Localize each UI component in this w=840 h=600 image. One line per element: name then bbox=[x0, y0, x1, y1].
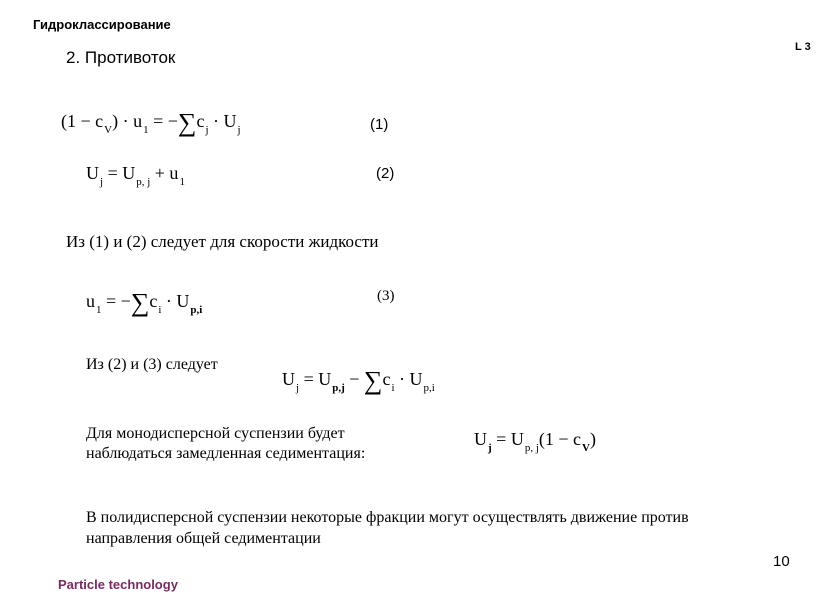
sum-symbol: ∑ bbox=[177, 108, 197, 137]
equation-number-3: (3) bbox=[377, 288, 395, 304]
eq3-part: · U bbox=[161, 291, 190, 311]
eq1-part: · U bbox=[208, 111, 237, 131]
section-title: 2. Противоток bbox=[66, 48, 176, 67]
eq4-part: · U bbox=[394, 369, 423, 389]
eq5-part: U bbox=[474, 429, 487, 449]
eq4-part: U bbox=[282, 369, 295, 389]
eq4-sub: j bbox=[296, 382, 300, 394]
eq4-part: = U bbox=[299, 369, 332, 389]
eq2-sub: p, j bbox=[136, 176, 151, 188]
equation-5 bbox=[474, 429, 596, 454]
equation-number-1: (1) bbox=[370, 116, 389, 133]
eq1-part: ) · u bbox=[112, 111, 143, 131]
eq1-sub: j bbox=[205, 124, 209, 136]
eq3-sub: i bbox=[158, 304, 162, 316]
eq5-part: = U bbox=[491, 429, 524, 449]
eq1-sub: 1 bbox=[143, 124, 149, 136]
equation-1 bbox=[61, 104, 241, 137]
equation-3 bbox=[86, 284, 203, 317]
eq1-part: = − bbox=[148, 111, 178, 131]
eq4-part: − bbox=[344, 369, 364, 389]
eq4-sub: i bbox=[391, 382, 395, 394]
sum-symbol: ∑ bbox=[130, 288, 150, 317]
eq2-sub: j bbox=[100, 176, 104, 188]
eq4-sub: p,j bbox=[332, 382, 345, 394]
derivation-text-4: В полидисперсной суспензии некоторые фракции могут осуществлять движение против направления общей седиментации bbox=[86, 509, 689, 547]
eq2-sub: 1 bbox=[179, 176, 185, 188]
eq3-part: u bbox=[86, 291, 95, 311]
eq1-part: (1 − c bbox=[61, 111, 104, 131]
equation-4 bbox=[282, 362, 435, 395]
eq2-part: = U bbox=[103, 163, 136, 183]
eq2-part: + u bbox=[150, 163, 179, 183]
page-number: 10 bbox=[773, 553, 790, 570]
eq3-part: = − bbox=[101, 291, 131, 311]
header-title: Гидроклассирование bbox=[33, 17, 171, 32]
eq1-part: c bbox=[196, 111, 205, 131]
eq3-part: c bbox=[149, 291, 158, 311]
eq5-part: (1 − c bbox=[538, 429, 582, 449]
slide-code: L 3 bbox=[795, 41, 811, 53]
eq5-part: ) bbox=[589, 429, 596, 449]
eq2-part: U bbox=[86, 163, 99, 183]
derivation-text-1: Из (1) и (2) следует для скорости жидкости bbox=[66, 232, 379, 251]
eq5-sub: j bbox=[488, 442, 492, 454]
eq5-sub: p, j bbox=[524, 442, 539, 454]
derivation-text-2: Из (2) и (3) следует bbox=[86, 356, 218, 373]
equation-2 bbox=[86, 163, 185, 188]
footer-brand: Particle technology bbox=[58, 577, 178, 592]
eq4-part: c bbox=[382, 369, 391, 389]
eq4-sub: p,i bbox=[423, 382, 435, 394]
eq3-sub: p,i bbox=[190, 304, 203, 316]
eq5-sub: V bbox=[582, 442, 590, 454]
derivation-text-3: Для монодисперсной суспензии будет наблюдаться замедленная седиментация: bbox=[86, 425, 366, 462]
equation-number-2: (2) bbox=[376, 165, 395, 182]
eq1-sub: V bbox=[104, 124, 113, 136]
eq1-sub: j bbox=[237, 124, 241, 136]
sum-symbol: ∑ bbox=[363, 366, 383, 395]
eq3-sub: 1 bbox=[96, 304, 102, 316]
